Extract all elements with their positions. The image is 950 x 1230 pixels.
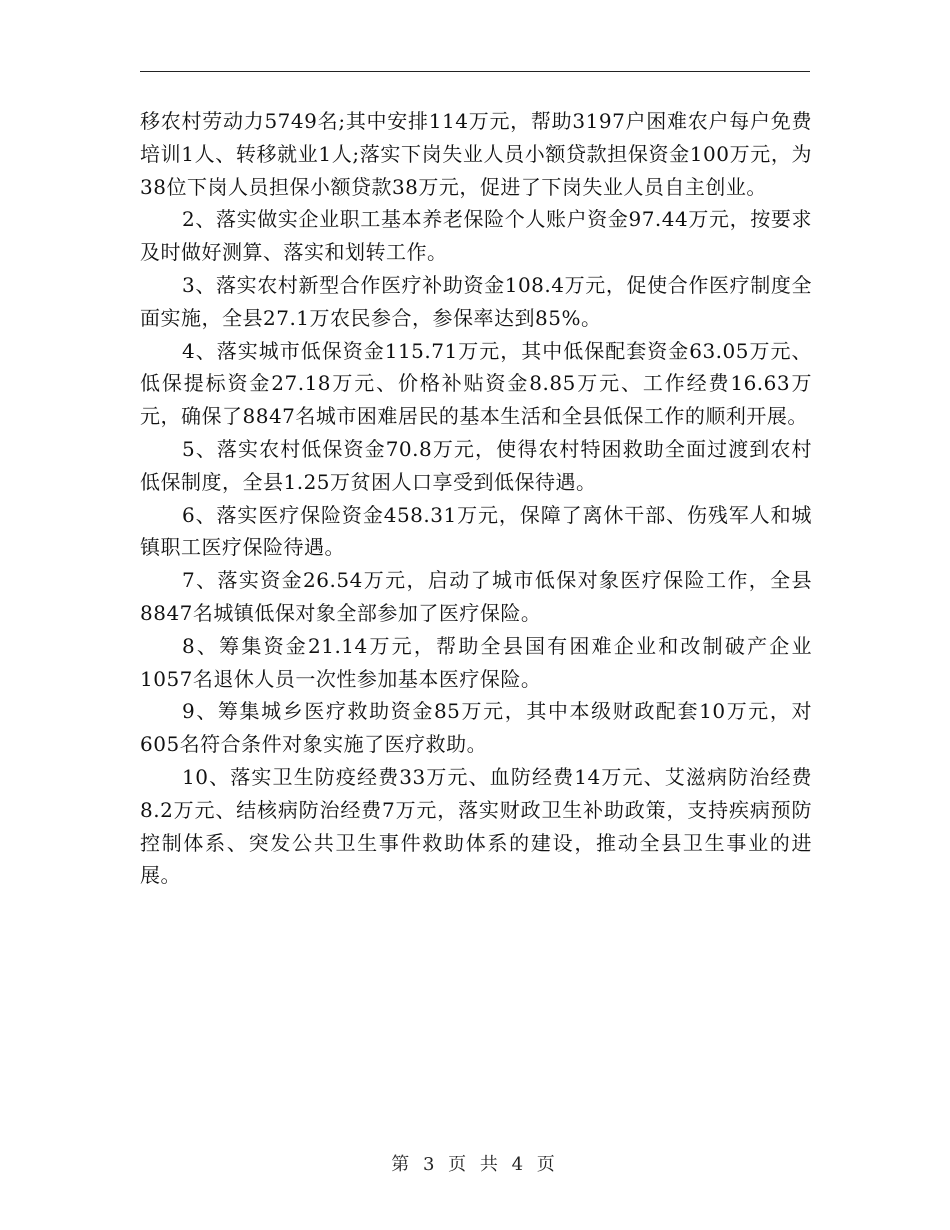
paragraph-continuation: 移农村劳动力5749名;其中安排114万元，帮助3197户困难农户每户免费培训1人、转移就业1人;落实下岗失业人员小额贷款担保资金100万元，为38位下岗人员担保小额贷款38万元，促进了下岗失业人员自主创业。 [140,109,812,199]
paragraph-item-4: 4、落实城市低保资金115.71万元，其中低保配套资金63.05万元、低保提标资金27.18万元、价格补贴资金8.85万元、工作经费16.63万元，确保了8847名城市困难居民的基本生活和全县低保工作的顺利开展。 [140,338,812,429]
page-number-footer: 第 3 页 共 4 页 [391,1154,559,1175]
paragraph-item-10: 10、落实卫生防疫经费33万元、血防经费14万元、艾滋病防治经费8.2万元、结核病防治经费7万元，落实财政卫生补助政策，支持疾病预防控制体系、突发公共卫生事件救助体系的建设，推动全县卫生事业的进展。 [140,764,812,888]
header-rule [140,71,810,72]
paragraph-item-3: 3、落实农村新型合作医疗补助资金108.4万元，促使合作医疗制度全面实施，全县27.1万农民参合，参保率达到85%。 [140,272,812,330]
paragraph-item-9: 9、筹集城乡医疗救助资金85万元，其中本级财政配套10万元，对605名符合条件对象实施了医疗救助。 [140,699,812,757]
paragraph-item-2: 2、落实做实企业职工基本养老保险个人账户资金97.44万元，按要求及时做好测算、落实和划转工作。 [140,207,812,265]
paragraph-item-6: 6、落实医疗保险资金458.31万元，保障了离休干部、伤残军人和城镇职工医疗保险待遇。 [140,502,812,560]
paragraph-item-7: 7、落实资金26.54万元，启动了城市低保对象医疗保险工作，全县8847名城镇低保对象全部参加了医疗保险。 [140,568,812,625]
document-body [140,105,812,892]
paragraph-item-8: 8、筹集资金21.14万元，帮助全县国有困难企业和改制破产企业1057名退休人员一次性参加基本医疗保险。 [140,633,812,691]
paragraph-item-5: 5、落实农村低保资金70.8万元，使得农村特困救助全面过渡到农村低保制度，全县1.25万贫困人口享受到低保待遇。 [140,436,812,494]
